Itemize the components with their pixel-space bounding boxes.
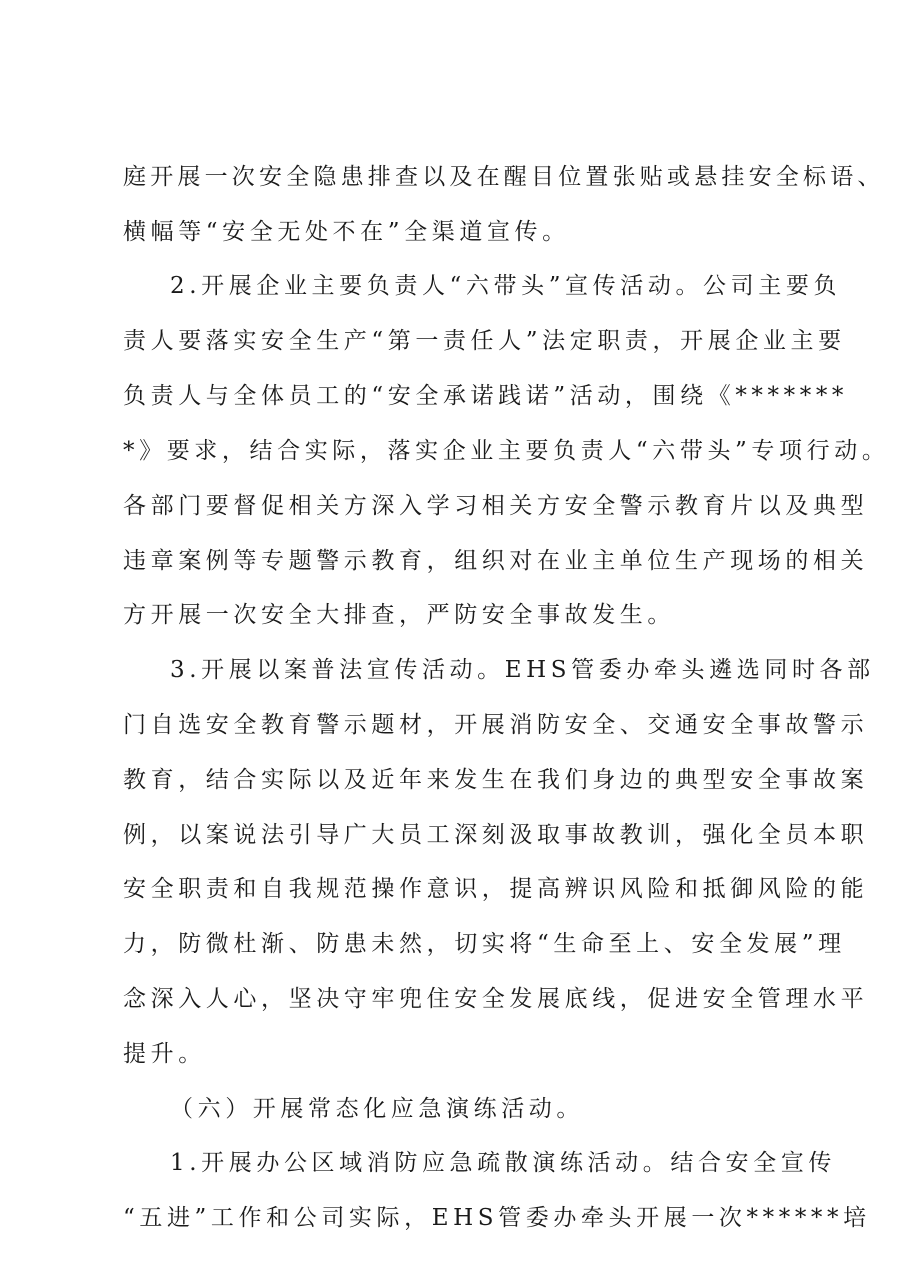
paragraph-start-line: 3.开展以案普法宣传活动。EHS管委办牵头遴选同时各部 [170,657,875,683]
text-line: 例，以案说法引导广大员工深刻汲取事故教训，强化全员本职 [123,822,869,848]
text-line: “五进”工作和公司实际，EHS管委办牵头开展一次******培 [123,1205,871,1231]
text-line: 安全职责和自我规范操作意识，提高辨识风险和抵御风险的能 [123,876,869,902]
text-line: 方开展一次安全大排查，严防安全事故发生。 [123,602,675,628]
text-line: *》要求，结合实际，落实企业主要负责人“六带头”专项行动。 [123,438,890,464]
text-line: 提升。 [123,1041,206,1067]
text-line: 庭开展一次安全隐患排查以及在醒目位置张贴或悬挂安全标语、 [123,164,885,190]
section-heading: （六）开展常态化应急演练活动。 [170,1096,584,1122]
text-line: 力，防微杜渐、防患未然，切实将“生命至上、安全发展”理 [123,931,846,957]
text-line: 负责人与全体员工的“安全承诺践诺”活动，围绕《******* [123,383,849,409]
paragraph-start-line: 2.开展企业主要负责人“六带头”宣传活动。公司主要负 [170,273,842,299]
text-line: 责人要落实安全生产“第一责任人”法定职责，开展企业主要 [123,328,846,354]
text-line: 念深入人心，坚决守牢兜住安全发展底线，促进安全管理水平 [123,986,869,1012]
paragraph-start-line: 1.开展办公区域消防应急疏散演练活动。结合安全宣传 [170,1150,836,1176]
text-line: 门自选安全教育警示题材，开展消防安全、交通安全事故警示 [123,712,869,738]
text-line: 各部门要督促相关方深入学习相关方安全警示教育片以及典型 [123,493,869,519]
text-line: 教育，结合实际以及近年来发生在我们身边的典型安全事故案 [123,767,869,793]
text-line: 违章案例等专题警示教育，组织对在业主单位生产现场的相关 [123,548,869,574]
text-line: 横幅等“安全无处不在”全渠道宣传。 [123,219,570,245]
